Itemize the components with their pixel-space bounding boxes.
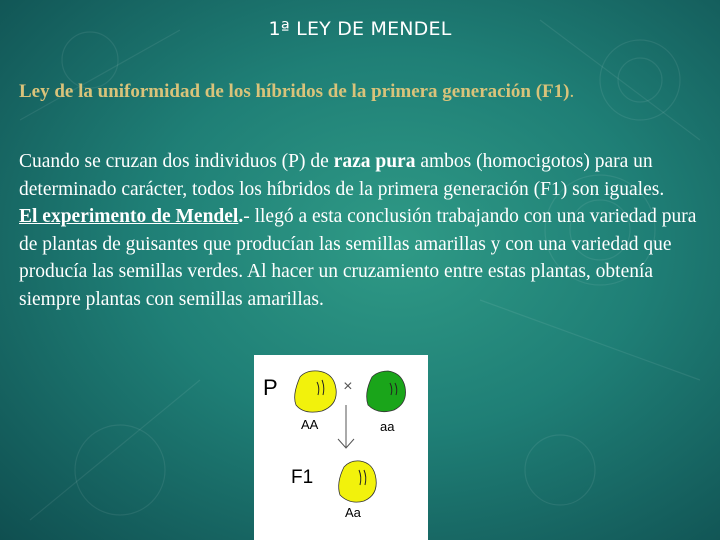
mendel-cross-figure [254, 355, 428, 540]
experiment-heading-end: . [238, 206, 244, 227]
arrow-down [338, 405, 354, 448]
paragraph-definition-part2: ambos (homocigotos) para un determinado carácter, todos los híbridos de la primera generación (F1) son iguales. [19, 151, 665, 200]
genotype-aa-yellow: AA [301, 417, 319, 432]
raza-pura-bold: raza pura [333, 151, 416, 172]
experiment-heading: El experimento de Mendel [19, 206, 239, 227]
slide-title: 1ª LEY DE MENDEL [268, 18, 452, 40]
label-p: P [263, 375, 278, 400]
cross-symbol: × [343, 378, 353, 395]
paragraph-definition [19, 148, 714, 203]
slide-subtitle [19, 78, 699, 105]
paragraph-experiment [19, 203, 714, 313]
yellow-pea-f1 [339, 461, 377, 502]
genotype-aa-f1: Aa [345, 505, 361, 520]
paragraph-definition-part1: Cuando se cruzan dos individuos (P) de [19, 151, 334, 172]
green-pea-parent [367, 371, 406, 412]
subtitle-end: . [569, 81, 575, 102]
cross-diagram [254, 355, 428, 540]
genotype-aa-green: aa [380, 419, 395, 434]
label-f1: F1 [291, 467, 314, 488]
body-text [19, 148, 714, 313]
experiment-text: - llegó a esta conclusión trabajando con una variedad pura de plantas de guisantes que producían las semillas amarillas y con una variedad que producía las semillas verdes. Al hacer un cruzamiento entre estas plantas, obtenía siempre plantas con semillas amarillas. [19, 206, 697, 310]
yellow-pea-parent [295, 371, 337, 412]
subtitle-text: Ley de la uniformidad de los híbridos de la primera generación (F1) [19, 81, 570, 102]
